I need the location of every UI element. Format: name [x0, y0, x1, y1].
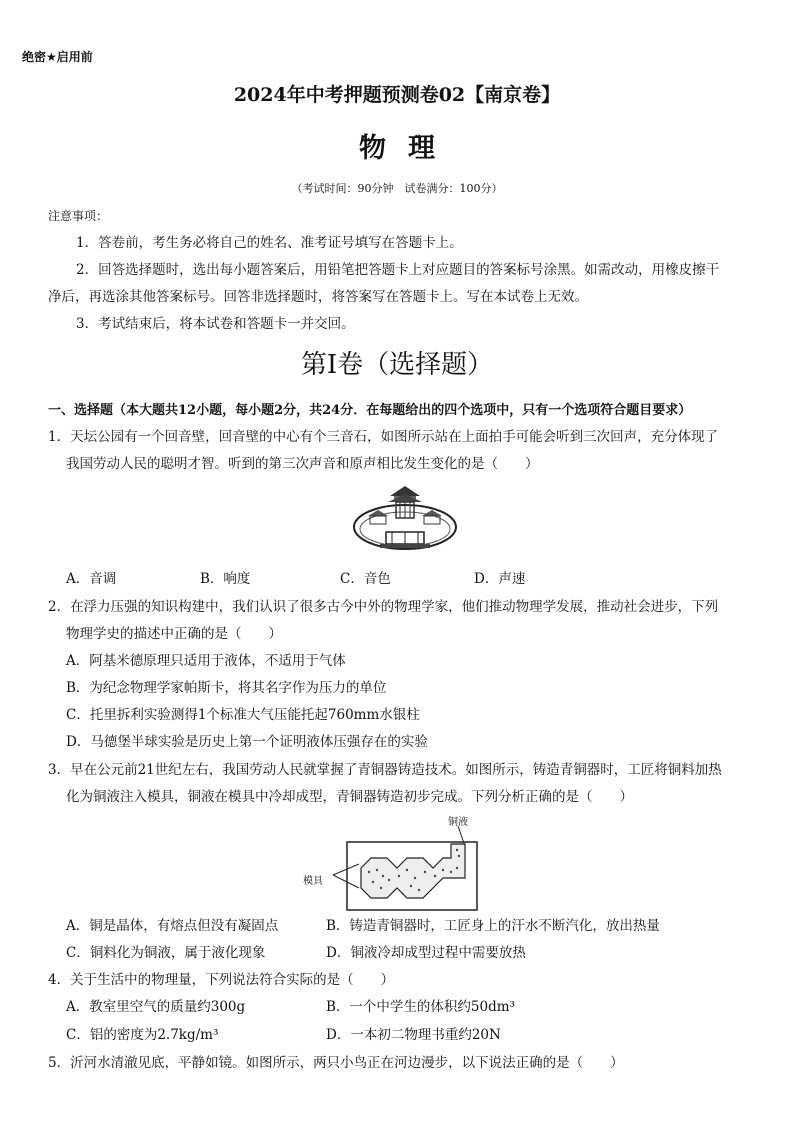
q4-line-1: 4．关于生活中的物理量，下列说法符合实际的是（ ） — [48, 972, 395, 988]
notice-item-3: 3．考试结束后，将本试卷和答题卡一并交回。 — [76, 316, 355, 332]
q3-option-a: A．铜是晶体，有熔点但没有凝固点 — [66, 918, 279, 934]
q4-option-d: D．一本初二物理书重约20N — [326, 1027, 501, 1043]
notice-heading: 注意事项： — [48, 209, 109, 223]
confidential-label: 绝密★启用前 — [22, 50, 93, 64]
q1-options — [66, 570, 525, 588]
notice-item-1: 1．答卷前，考生务必将自己的姓名、准考证号填写在答题卡上。 — [76, 235, 463, 251]
exam-info: （考试时间：90分钟 试卷满分：100分） — [291, 182, 503, 195]
q3-figure-label-liquid: 铜液 — [448, 817, 468, 828]
q3-option-c: C．铜料化为铜液，属于液化现象 — [66, 945, 266, 961]
q1-line-2: 我国劳动人民的聪明才智。听到的第三次声音和原声相比发生变化的是（ ） — [66, 456, 539, 472]
q3-line-1: 3．早在公元前21世纪左右，我国劳动人民就掌握了青铜器铸造技术。如图所示，铸造青铜器时，工匠将铜料加热 — [48, 762, 722, 778]
part1-heading: 一、选择题（本大题共12小题，每小题2分，共24分．在每题给出的四个选项中，只有一个选项符合题目要求） — [48, 403, 692, 418]
echo-wall-figure — [352, 482, 458, 556]
q2-line-1: 2．在浮力压强的知识构建中，我们认识了很多古今中外的物理学家，他们推动物理学发展，推动社会进步，下列 — [48, 599, 719, 615]
q1-option-b: B．响度 — [200, 571, 251, 587]
q1-option-d: D．声速 — [474, 571, 526, 587]
q2-option-d: D．马德堡半球实验是历史上第一个证明液体压强存在的实验 — [66, 734, 428, 750]
bronze-mold-figure — [325, 822, 485, 914]
q3-figure-label-mold: 模具 — [303, 876, 323, 887]
q2-option-c: C．托里拆利实验测得1个标准大气压能托起760mm水银柱 — [66, 707, 420, 723]
q4-option-a: A．教室里空气的质量约300g — [66, 999, 246, 1015]
q1-option-a: A．音调 — [66, 571, 117, 587]
q3-option-d: D．铜液冷却成型过程中需要放热 — [326, 945, 526, 961]
q1-option-c: C．音色 — [340, 571, 391, 587]
section-title: 第Ⅰ卷（选择题） — [300, 350, 494, 380]
exam-title: 2024年中考押题预测卷02【南京卷】 — [233, 84, 561, 106]
q2-option-a: A．阿基米德原理只适用于液体，不适用于气体 — [66, 653, 346, 669]
q4-option-b: B．一个中学生的体积约50dm³ — [326, 999, 515, 1015]
q1-line-1: 1．天坛公园有一个回音壁，回音壁的中心有个三音石，如图所示站在上面拍手可能会听到三次回声，充分体现了 — [48, 429, 719, 445]
q3-option-b: B．铸造青铜器时，工匠身上的汗水不断汽化，放出热量 — [326, 918, 660, 934]
subject-title: 物理 — [359, 133, 457, 164]
q3-line-2: 化为铜液注入模具，铜液在模具中冷却成型，青铜器铸造初步完成。下列分析正确的是（ ） — [66, 789, 633, 805]
q2-option-b: B．为纪念物理学家帕斯卡，将其名字作为压力的单位 — [66, 680, 387, 696]
q5-line-1: 5．沂河水清澈见底，平静如镜。如图所示，两只小鸟正在河边漫步，以下说法正确的是（ ） — [48, 1055, 624, 1071]
notice-item-2-line-1: 2．回答选择题时，选出每小题答案后，用铅笔把答题卡上对应题目的答案标号涂黑。如需改动，用橡皮擦干 — [76, 262, 720, 278]
notice-item-2-line-2: 净后，再选涂其他答案标号。回答非选择题时，将答案写在答题卡上。写在本试卷上无效。 — [48, 289, 588, 305]
q2-line-2: 物理学史的描述中正确的是（ ） — [66, 626, 282, 642]
q4-option-c: C．铝的密度为2.7kg/m³ — [66, 1027, 219, 1043]
